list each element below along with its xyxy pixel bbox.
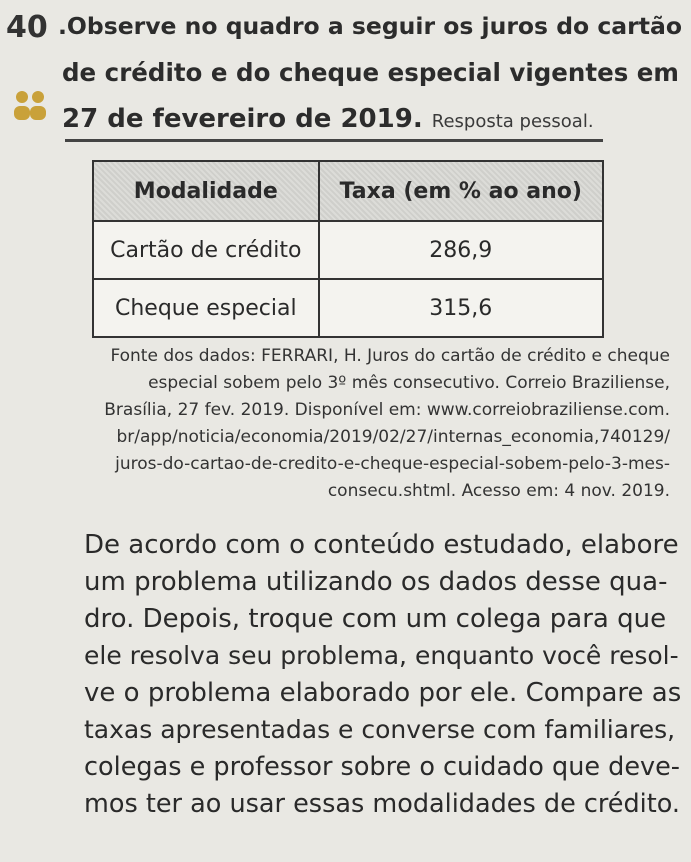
body-line: colegas e professor sobre o cuidado que deve- [84, 752, 681, 782]
source-line: Brasília, 27 fev. 2019. Disponível em: www.correiobraziliense.com. [104, 400, 670, 420]
table-cell-modalidade: Cheque especial [93, 279, 319, 337]
body-line: ele resolva seu problema, enquanto você resol- [84, 641, 679, 670]
body-line: mos ter ao usar essas modalidades de crédito. [84, 789, 681, 819]
table-header-modalidade: Modalidade [93, 161, 319, 221]
body-line: De acordo com o conteúdo estudado, elabore [84, 530, 679, 560]
group-work-icon [10, 86, 50, 126]
table-row [93, 279, 603, 337]
question-number: 40 [6, 10, 48, 45]
question-line-3-text: 27 de fevereiro de 2019. [62, 104, 423, 134]
table-row [93, 221, 603, 279]
table-cell-taxa: 315,6 [319, 279, 603, 337]
body-line: taxas apresentadas e converse com familiares, [84, 715, 676, 744]
interest-rate-table [92, 160, 604, 338]
source-line: br/app/noticia/economia/2019/02/27/internas_economia,740129/ [116, 427, 670, 447]
table-cell-modalidade: Cartão de crédito [93, 221, 319, 279]
source-line: juros-do-cartao-de-credito-e-cheque-especial-sobem-pelo-3-mes- [115, 454, 670, 474]
question-line-3 [62, 104, 594, 134]
table-header-row [93, 161, 603, 221]
body-line: ve o problema elaborado por ele. Compare as [84, 678, 682, 708]
body-line: um problema utilizando os dados desse qua- [84, 567, 668, 597]
question-line-2: de crédito e do cheque especial vigentes em [62, 58, 679, 87]
body-line: dro. Depois, troque com um colega para que [84, 604, 667, 634]
table-cell-taxa: 286,9 [319, 221, 603, 279]
source-line: Fonte dos dados: FERRARI, H. Juros do cartão de crédito e cheque [110, 346, 670, 366]
table-header-taxa: Taxa (em % ao ano) [319, 161, 603, 221]
question-line-1: .Observe no quadro a seguir os juros do cartão [58, 12, 682, 40]
source-line: consecu.shtml. Acesso em: 4 nov. 2019. [327, 481, 670, 501]
answer-note: Resposta pessoal. [431, 111, 594, 132]
source-line: especial sobem pelo 3º mês consecutivo. Correio Braziliense, [148, 373, 670, 393]
divider-line [65, 139, 603, 142]
